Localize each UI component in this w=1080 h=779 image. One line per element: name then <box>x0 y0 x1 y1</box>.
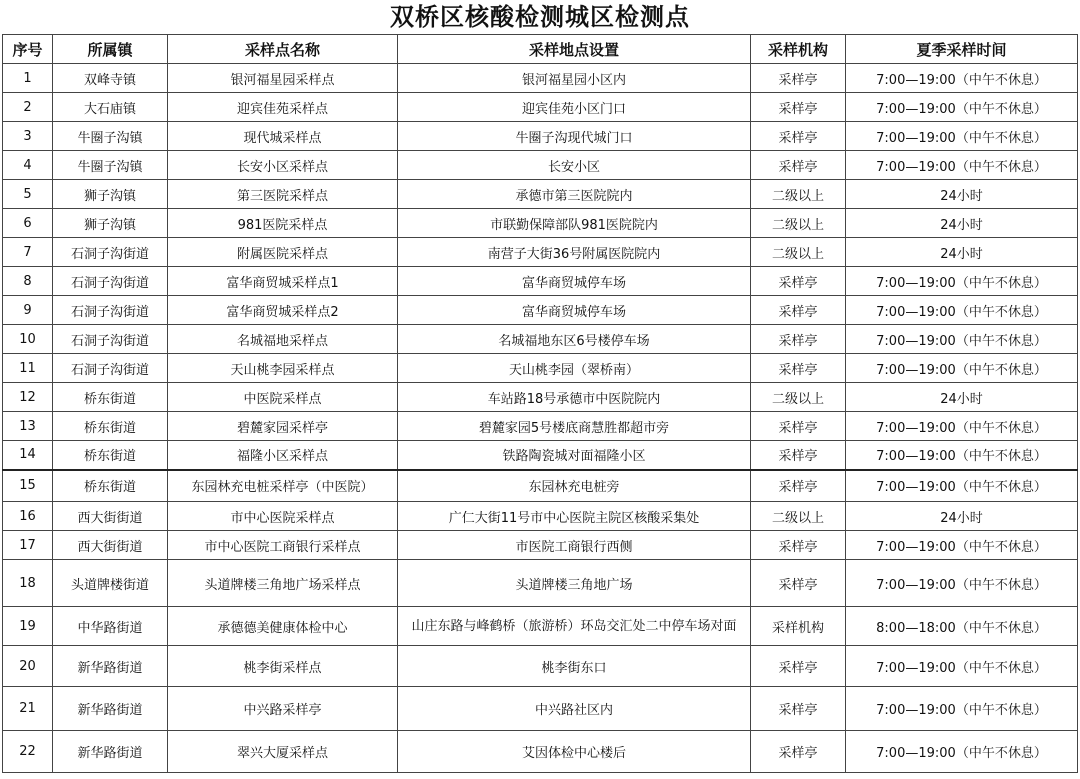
cell-hours: 7:00—19:00（中午不休息） <box>846 441 1078 470</box>
cell-location: 山庄东路与峰鹤桥（旅游桥）环岛交汇处二中停车场对面 <box>398 607 751 646</box>
cell-town: 桥东街道 <box>53 412 168 441</box>
cell-institution: 采样亭 <box>751 470 846 502</box>
table-row <box>3 238 1078 267</box>
table-row <box>3 354 1078 383</box>
table-row <box>3 267 1078 296</box>
cell-hours: 24小时 <box>846 238 1078 267</box>
cell-site-name: 市中心医院采样点 <box>168 502 398 531</box>
column-header-index: 序号 <box>3 35 53 64</box>
cell-index: 2 <box>3 93 53 122</box>
cell-hours: 7:00—19:00（中午不休息） <box>846 531 1078 560</box>
table-body <box>3 64 1078 773</box>
cell-site-name: 现代城采样点 <box>168 122 398 151</box>
cell-index: 9 <box>3 296 53 325</box>
cell-location: 银河福星园小区内 <box>398 64 751 93</box>
cell-institution: 采样亭 <box>751 122 846 151</box>
cell-hours: 7:00—19:00（中午不休息） <box>846 267 1078 296</box>
table-row <box>3 607 1078 646</box>
cell-institution: 采样亭 <box>751 687 846 731</box>
cell-institution: 采样亭 <box>751 441 846 470</box>
table-header <box>3 35 1078 64</box>
cell-hours: 7:00—19:00（中午不休息） <box>846 470 1078 502</box>
cell-index: 1 <box>3 64 53 93</box>
table-row <box>3 122 1078 151</box>
cell-hours: 7:00—19:00（中午不休息） <box>846 151 1078 180</box>
cell-index: 8 <box>3 267 53 296</box>
cell-town: 狮子沟镇 <box>53 180 168 209</box>
cell-town: 石洞子沟街道 <box>53 325 168 354</box>
cell-town: 新华路街道 <box>53 646 168 687</box>
table-row <box>3 646 1078 687</box>
cell-hours: 7:00—19:00（中午不休息） <box>846 93 1078 122</box>
cell-hours: 7:00—19:00（中午不休息） <box>846 122 1078 151</box>
cell-index: 5 <box>3 180 53 209</box>
table-row <box>3 502 1078 531</box>
cell-location: 市医院工商银行西侧 <box>398 531 751 560</box>
cell-site-name: 头道牌楼三角地广场采样点 <box>168 560 398 607</box>
cell-site-name: 东园林充电桩采样亭（中医院） <box>168 470 398 502</box>
table-row <box>3 687 1078 731</box>
cell-institution: 采样亭 <box>751 531 846 560</box>
cell-site-name: 市中心医院工商银行采样点 <box>168 531 398 560</box>
cell-index: 14 <box>3 441 53 470</box>
cell-institution: 采样亭 <box>751 325 846 354</box>
cell-index: 20 <box>3 646 53 687</box>
cell-index: 17 <box>3 531 53 560</box>
column-header-town: 所属镇 <box>53 35 168 64</box>
cell-hours: 7:00—19:00（中午不休息） <box>846 64 1078 93</box>
cell-site-name: 迎宾佳苑采样点 <box>168 93 398 122</box>
cell-town: 中华路街道 <box>53 607 168 646</box>
cell-index: 15 <box>3 470 53 502</box>
cell-site-name: 第三医院采样点 <box>168 180 398 209</box>
column-header-hours: 夏季采样时间 <box>846 35 1078 64</box>
cell-institution: 采样亭 <box>751 296 846 325</box>
cell-town: 桥东街道 <box>53 383 168 412</box>
table-row <box>3 470 1078 502</box>
cell-location: 市联勤保障部队981医院院内 <box>398 209 751 238</box>
table-row <box>3 325 1078 354</box>
cell-hours: 24小时 <box>846 180 1078 209</box>
cell-hours: 7:00—19:00（中午不休息） <box>846 646 1078 687</box>
table-row <box>3 209 1078 238</box>
cell-index: 13 <box>3 412 53 441</box>
cell-institution: 采样亭 <box>751 151 846 180</box>
cell-hours: 7:00—19:00（中午不休息） <box>846 731 1078 773</box>
cell-index: 16 <box>3 502 53 531</box>
cell-institution: 二级以上 <box>751 502 846 531</box>
cell-hours: 8:00—18:00（中午不休息） <box>846 607 1078 646</box>
cell-hours: 24小时 <box>846 502 1078 531</box>
cell-town: 石洞子沟街道 <box>53 354 168 383</box>
cell-hours: 7:00—19:00（中午不休息） <box>846 296 1078 325</box>
cell-index: 7 <box>3 238 53 267</box>
cell-location: 天山桃李园（翠桥南） <box>398 354 751 383</box>
cell-site-name: 中兴路采样亭 <box>168 687 398 731</box>
cell-location: 长安小区 <box>398 151 751 180</box>
column-header-institution: 采样机构 <box>751 35 846 64</box>
cell-site-name: 碧麓家园采样亭 <box>168 412 398 441</box>
cell-index: 6 <box>3 209 53 238</box>
cell-town: 新华路街道 <box>53 731 168 773</box>
cell-town: 牛圈子沟镇 <box>53 151 168 180</box>
cell-site-name: 福隆小区采样点 <box>168 441 398 470</box>
cell-institution: 采样机构 <box>751 607 846 646</box>
cell-site-name: 富华商贸城采样点2 <box>168 296 398 325</box>
page-title: 双桥区核酸检测城区检测点 <box>390 2 690 31</box>
cell-hours: 24小时 <box>846 383 1078 412</box>
cell-site-name: 附属医院采样点 <box>168 238 398 267</box>
cell-town: 石洞子沟街道 <box>53 296 168 325</box>
cell-town: 双峰寺镇 <box>53 64 168 93</box>
cell-site-name: 名城福地采样点 <box>168 325 398 354</box>
cell-index: 22 <box>3 731 53 773</box>
cell-town: 狮子沟镇 <box>53 209 168 238</box>
cell-institution: 采样亭 <box>751 93 846 122</box>
cell-site-name: 981医院采样点 <box>168 209 398 238</box>
cell-town: 石洞子沟街道 <box>53 238 168 267</box>
cell-location: 牛圈子沟现代城门口 <box>398 122 751 151</box>
cell-institution: 二级以上 <box>751 209 846 238</box>
table-row <box>3 151 1078 180</box>
cell-site-name: 翠兴大厦采样点 <box>168 731 398 773</box>
cell-location: 铁路陶瓷城对面福隆小区 <box>398 441 751 470</box>
cell-location: 承德市第三医院院内 <box>398 180 751 209</box>
cell-town: 西大街街道 <box>53 531 168 560</box>
cell-institution: 二级以上 <box>751 180 846 209</box>
cell-town: 石洞子沟街道 <box>53 267 168 296</box>
cell-location: 富华商贸城停车场 <box>398 267 751 296</box>
cell-institution: 采样亭 <box>751 731 846 773</box>
cell-location: 艾因体检中心楼后 <box>398 731 751 773</box>
cell-hours: 7:00—19:00（中午不休息） <box>846 560 1078 607</box>
table-row <box>3 296 1078 325</box>
cell-index: 19 <box>3 607 53 646</box>
cell-location: 富华商贸城停车场 <box>398 296 751 325</box>
table-row <box>3 180 1078 209</box>
cell-index: 4 <box>3 151 53 180</box>
table-row <box>3 93 1078 122</box>
cell-location: 车站路18号承德市中医院院内 <box>398 383 751 412</box>
cell-index: 12 <box>3 383 53 412</box>
cell-institution: 采样亭 <box>751 646 846 687</box>
table-row <box>3 383 1078 412</box>
cell-index: 21 <box>3 687 53 731</box>
cell-site-name: 桃李街采样点 <box>168 646 398 687</box>
cell-location: 头道牌楼三角地广场 <box>398 560 751 607</box>
table-row <box>3 441 1078 470</box>
table-row <box>3 531 1078 560</box>
cell-town: 桥东街道 <box>53 470 168 502</box>
cell-site-name: 富华商贸城采样点1 <box>168 267 398 296</box>
cell-index: 10 <box>3 325 53 354</box>
cell-hours: 7:00—19:00（中午不休息） <box>846 687 1078 731</box>
cell-location: 中兴路社区内 <box>398 687 751 731</box>
sampling-sites-table <box>2 34 1078 773</box>
cell-site-name: 中医院采样点 <box>168 383 398 412</box>
cell-town: 大石庙镇 <box>53 93 168 122</box>
cell-index: 3 <box>3 122 53 151</box>
cell-location: 东园林充电桩旁 <box>398 470 751 502</box>
table-row <box>3 412 1078 441</box>
cell-location: 碧麓家园5号楼底商慧胜都超市旁 <box>398 412 751 441</box>
cell-institution: 二级以上 <box>751 383 846 412</box>
cell-hours: 7:00—19:00（中午不休息） <box>846 325 1078 354</box>
header-row <box>3 35 1078 64</box>
cell-hours: 24小时 <box>846 209 1078 238</box>
cell-institution: 采样亭 <box>751 560 846 607</box>
cell-location: 名城福地东区6号楼停车场 <box>398 325 751 354</box>
cell-town: 头道牌楼街道 <box>53 560 168 607</box>
column-header-site-name: 采样点名称 <box>168 35 398 64</box>
cell-town: 西大街街道 <box>53 502 168 531</box>
cell-site-name: 长安小区采样点 <box>168 151 398 180</box>
cell-town: 新华路街道 <box>53 687 168 731</box>
cell-town: 牛圈子沟镇 <box>53 122 168 151</box>
cell-location: 迎宾佳苑小区门口 <box>398 93 751 122</box>
cell-institution: 采样亭 <box>751 412 846 441</box>
table-row <box>3 64 1078 93</box>
cell-institution: 采样亭 <box>751 64 846 93</box>
cell-index: 11 <box>3 354 53 383</box>
table-row <box>3 560 1078 607</box>
cell-hours: 7:00—19:00（中午不休息） <box>846 354 1078 383</box>
cell-site-name: 承德德美健康体检中心 <box>168 607 398 646</box>
cell-institution: 二级以上 <box>751 238 846 267</box>
cell-location: 南营子大街36号附属医院院内 <box>398 238 751 267</box>
cell-hours: 7:00—19:00（中午不休息） <box>846 412 1078 441</box>
cell-location: 桃李街东口 <box>398 646 751 687</box>
cell-institution: 采样亭 <box>751 354 846 383</box>
cell-town: 桥东街道 <box>53 441 168 470</box>
column-header-location: 采样地点设置 <box>398 35 751 64</box>
cell-location: 广仁大街11号市中心医院主院区核酸采集处 <box>398 502 751 531</box>
cell-institution: 采样亭 <box>751 267 846 296</box>
cell-site-name: 银河福星园采样点 <box>168 64 398 93</box>
cell-site-name: 天山桃李园采样点 <box>168 354 398 383</box>
table-row <box>3 731 1078 773</box>
cell-index: 18 <box>3 560 53 607</box>
